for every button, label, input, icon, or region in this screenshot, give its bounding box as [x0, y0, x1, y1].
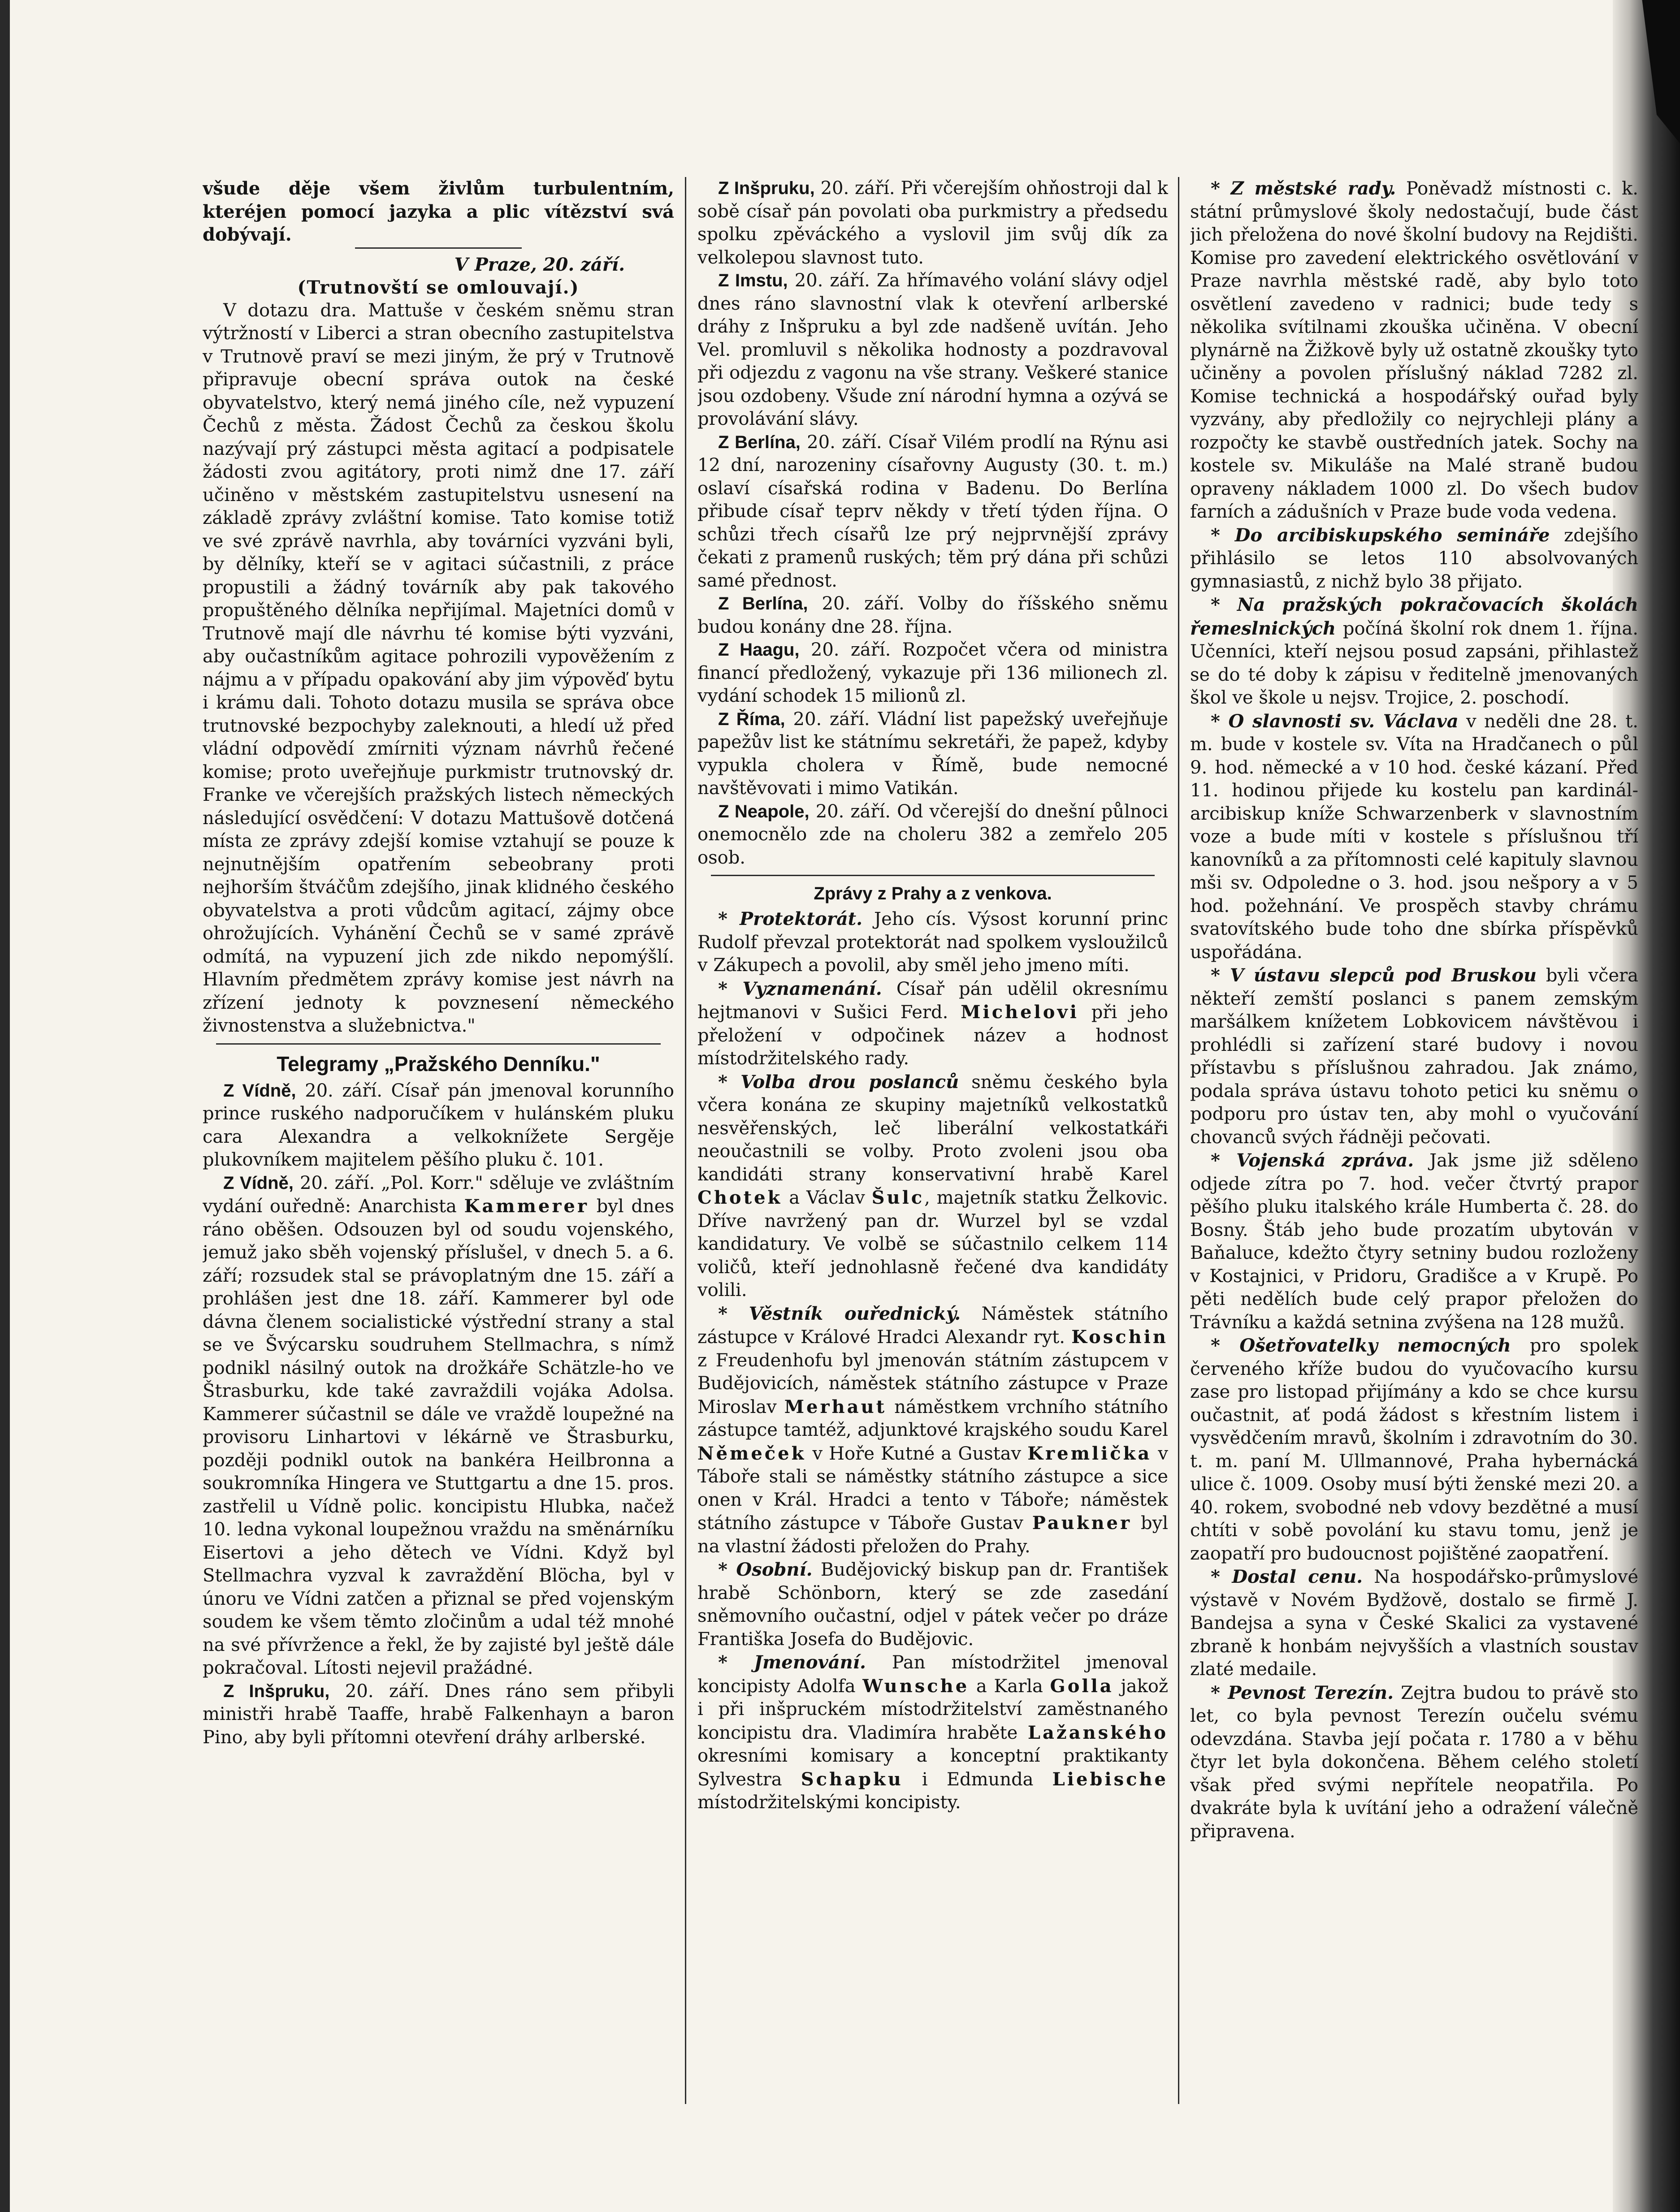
column-3: [1190, 177, 1638, 2140]
telegram-text: 20. září. Dnes ráno sem přibyli ministři hrabě Taaffe, hrabě Falkenhayn a baron Pino, aby byli přítomni otevření dráhy arlberské.: [203, 1681, 674, 1748]
item-text: v Hoře Kutné a Gustav: [812, 1443, 1022, 1464]
telegram-text: 20. září. Za hřímavého volání slávy odjel dnes ráno slavnostní vlak k otevření arlberské dráhy z Inšpruku a byl zde nadšeně uvítán. Jeho Vel. promluvil s několika hodnosty a pozdravoval při odjezdu z vagonu na vše strany. Veškeré stanice jsou ozdobeny. Všude zní národní hymna a ozývá se provolávání slávy.: [697, 270, 1168, 429]
item-text: pro spolek červeného kříže budou do vyučovacího kursu zase pro listopad přijímány a kdo se chce kursu oučastnit, ať podá žádost s křestním listem i vysvědčením mravů, školním i zdravotním do 30. t. m. paní M. Ullmannové, Praha hybernácká ulice č. 1009. Osoby musí býti ženské mezi 20. a 40. rokem, svobodné neb vdovy bezdětné a musí chtíti v sobě povolání ku stavu tomu, jenž je zaopatří pro budoucnost pojištěné zaopatření.: [1190, 1335, 1638, 1564]
item-title: * Vyznamenání.: [718, 978, 882, 999]
item-title: * O slavnosti sv. Václava: [1211, 710, 1459, 732]
paragraph: V dotazu dra. Mattuše v českém sněmu stran výtržností v Liberci a stran obecního zastupitelstva v Trutnově praví se mezi jiným, že prý v Trutnově připravuje obecní správa outok na české obyvatelstvo, který nemá jiného cíle, než vypuzení Čechů z města. Žádost Čechů za českou školu nazývají prý zástupci města agitací a podpisatele žádosti zvou agitátory, proti nimž dne 17. září učiněno v městském zastupitelstvu usnesení na základě zprávy zvláštní komise. Tato komise totiž ve své zprávě navrhla, aby továrníci vyzváni byli, by dělníky, kteří se v agitaci súčastnili, z práce propustili a žádný továrník aby pak takového propuštěného dělníka nepřijímal. Majetníci domů v Trutnově mají dle návrhu té komise býti vyzváni, aby oučastníkům agitace pohrozili vypověžením z nájmu a v případu opakování aby jim výpověď bytu i krámu dali. Tohoto dotazu musila se správa obce trutnovské bezpochyby zaleknouti, a hledí už před vládní odpovědí zmírniti význam návrhů řečené komise; proto uveřejňuje purkmistr trutnovský dr. Franke ve včerejších pražských listech německých následující osvědčení: V dotazu Mattušově dotčená místa ze zprávy zdejší komise vztahují se pouze k nejnutnějším opatřením sebeobrany proti nejhorším štváčům zdejšího, jinak klidného českého obyvatelstva a proti vůdcům agitací, zájmy obce ohrožujících. Vyhánění Čechů se v samé zprávě odmítá, na vypuzení jich zde nikdo nepomýšlí. Hlavním předmětem zprávy komise jest návrh na zřízení jednoty k povznesení německého živnostenstva a služebnictva.": [203, 300, 674, 1036]
item-title: * V ústavu slepců pod Bruskou: [1211, 965, 1537, 986]
item-title: * Vojenská zpráva.: [1211, 1150, 1414, 1171]
item-title: * Jmenování.: [718, 1652, 866, 1673]
item-text: a Karla: [976, 1676, 1043, 1697]
item-title: * Volba drou poslanců: [718, 1071, 959, 1093]
news-item: [1190, 177, 1638, 524]
item-title: * Protektorát.: [718, 908, 863, 929]
item-text: Budějovický biskup pan dr. František hrabě Schönborn, který se zde zasedání sněmovního oučastní, odjel v pátek večer po dráze Františka Josefa do Budějovic.: [697, 1560, 1168, 1650]
item-text: Náměstek státního zástupce v Králové Hradci Alexandr ryt.: [697, 1303, 1168, 1348]
telegram-text: 20. září. Císař pán jmenoval korunního prince ruského nadporučíkem v hulánském pluku cara Alexandra a velkoknížete Sergěje plukovníkem majitelem pěšího pluku č. 101.: [203, 1080, 674, 1170]
section-title: Zprávy z Prahy a z venkova.: [814, 884, 1052, 903]
telegram-item: [203, 1080, 674, 1172]
item-text: počíná školní rok dnem 1. října. Učenníci, kteří nejsou posud zapsáni, přihlastež se do té doby k zápisu v ředitelně jmenovaných škol ve škole u nejsv. Trojice, 2. poschodí.: [1190, 618, 1638, 708]
item-text: byli včera někteří zemští poslanci s panem zemským maršálkem knížetem Lobkovicem návštěvou i prohlédli si zařízení staré budovy i novou přístavbu s příslušnou zahradou. Jak známo, podala správa ústavu tohoto petici ku sněmu o podporu pro ústav ten, aby mohl o vyučování chovanců svých řádněji pečovati.: [1190, 965, 1638, 1148]
item-text: Císař pán udělil okresnímu hejtmanovi v Sušici Ferd.: [697, 978, 1168, 1023]
place-name: Z Neapole,: [718, 801, 810, 821]
telegram-text: 20. září. „Pol. Korr." sděluje ve zvláštním vydání ouředně: Anarchista: [203, 1172, 674, 1217]
telegram-item: [203, 1172, 674, 1680]
article-subtitle: (Trutnovští se omlouvají.): [297, 277, 580, 298]
person-name: Kammerer: [464, 1196, 589, 1217]
item-text: náměstkem vrchního státního zástupce tamtéž, adjunktové krajského soudu Karel: [697, 1396, 1168, 1440]
place-name: Z Říma,: [718, 709, 785, 729]
telegram-item: [697, 431, 1168, 593]
item-text: zdejšího přihlásilo se letos 110 absolvovaných gymnasiastů, z nichž bylo 38 přijato.: [1190, 525, 1638, 592]
item-title: * Věstník ouřednický.: [718, 1303, 961, 1324]
news-item: [697, 1651, 1168, 1815]
person-name: Šulc: [871, 1187, 925, 1208]
telegram-item: [697, 592, 1168, 639]
item-text: z Freudenhofu byl jmenován státním zástupcem v Budějovicích, náměstek státního zástupce v Praze Miroslav: [697, 1350, 1168, 1417]
divider: [355, 247, 522, 249]
telegram-text: 20. září. Rozpočet včera od ministra financí předložený, vykazuje při 136 milionech zl. vydání schodek 15 milionů zl.: [697, 639, 1168, 706]
telegram-item: [203, 1680, 674, 1750]
person-name: Michelovi: [961, 1002, 1079, 1023]
column-rule-1: [685, 177, 686, 2104]
item-text: Jeho cís. Výsost korunní princ Rudolf převzal protektorát nad spolkem vysloužilců v Zákupech a povolil, aby směl jeho jmeno míti.: [697, 909, 1168, 976]
item-text: Zejtra budou to právě sto let, co byla pevnost Terezín oučelu svému odevzdána. Stavba její počata r. 1780 a v běhu čtyr let byla dokončena. Během celého století však před svými nepřítele neopatřila. Po dvakráte byla k uvítání jeho a odražení válečně připravena.: [1190, 1682, 1638, 1842]
person-name: Schapku: [801, 1768, 903, 1790]
column-rule-2: [1178, 177, 1179, 2104]
item-text: Poněvadž místnosti c. k. státní průmyslové školy nedostačují, bude část jich přeložena do nové školní budovy na Rejdišti. Komise pro zavedení elektrického osvětlování v Praze navrhla městské radě, aby bylo toto osvětlení zavedeno v radnici; bude tedy s několika svítilnami zkouška učiněna. V obecní plynárně na Žižkově byly už ostatně zkoušky tyto učiněny a povolen příslušný náklad 7282 zl. Komise technická a hospodářský ouřad byly vyzvány, aby předložily co nejrychleji plány a rozpočty ke stavbě oustředních jatek. Sochy na kostele sv. Mikuláše na Malé straně budou opraveny nákladem 1000 zl. Do všech budov farních a zádušních v Praze bude voda vedena.: [1190, 178, 1638, 522]
item-title: * Ošetřovatelky nemocných: [1211, 1335, 1511, 1356]
place-name: Z Vídně,: [223, 1080, 296, 1101]
place-name: Z Haagu,: [718, 640, 800, 660]
person-name: Lažanského: [1027, 1722, 1168, 1743]
telegram-text: 20. září. Od včerejší do dnešní půlnoci onemocnělo zde na choleru 382 a zemřelo 205 osob.: [697, 801, 1168, 868]
item-text: v neděli dne 28. t. m. bude v kostele sv. Víta na Hradčanech o půl 9. hod. německé a v 10 hod. české kázaní. Před 11. hodinou přijede ku kostelu pan kardinál-arcibiskup kníže Schwarzenberk v slavnostním voze a bude míti v kostele s příslušnou tří kanovníků a za přítomnosti celé kapituly slavnou mši sv. Odpoledne o 3. hod. jsou nešpory a v 5 hod. požehnání. Ve prospěch stavby chrámu svatovítského bude toho dne sbírka příspěvků uspořádána.: [1190, 711, 1638, 963]
item-text: jakož i při inšpruckém místodržitelství zaměstnaného koncipistu dra. Vladimíra hraběte: [697, 1676, 1168, 1743]
place-name: Z Vídně,: [223, 1173, 294, 1193]
news-item: [1190, 593, 1638, 710]
item-text: Na hospodářsko-průmyslové výstavě v Novém Bydžově, dostalo se firmě J. Bandejsa a syna v České Skalici za vystavené zbraně k honbám nejvyšších a vlastních soustav zlaté medaile.: [1190, 1567, 1638, 1680]
news-item: [697, 907, 1168, 977]
item-text: , majetník statku Želkovic. Dříve navržený pan dr. Wurzel byl se vzdal kandidatury. Ve volbě se súčastnilo celkem 114 voličů, kteří jednohlasně řečené dva kandidáty volili.: [697, 1188, 1168, 1300]
item-text: sněmu českého byla včera konána ze skupiny majetníků velkostatků nesvěřenských, leč liberální velkostatkáři neoučastnili se volby. Proto zvoleni jsou oba kandidáti strany konservativní hrabě Karel: [697, 1071, 1168, 1185]
column-1: [203, 177, 674, 2140]
paragraph: všude děje všem živlům turbulentním, kteréjen pomocí jazyka a plic vítězství svá dobývají.: [203, 178, 674, 245]
telegram-text: 20. září. Volby do říšského sněmu budou konány dne 28. října.: [697, 593, 1168, 637]
person-name: Paukner: [1032, 1512, 1132, 1534]
place-name: Z Berlína,: [718, 594, 808, 613]
person-name: Liebische: [1052, 1768, 1168, 1790]
item-title: * Na pražských pokračovacích školách řemeslnických: [1190, 594, 1638, 639]
news-item: [1190, 1681, 1638, 1844]
item-text: byl na vlastní žádosti přeložen do Prahy.: [697, 1513, 1168, 1557]
place-name: Z Imstu,: [718, 271, 788, 290]
item-text: Jak jsme již sděleno odjede zítra po 7. hod. večer čtvrtý prapor pěšího pluku italského krále Humberta č. 28. do Bosny. Štáb jeho bude prozatím ubytován v Baňaluce, kdežto čtyry setniny budou rozloženy v Kostajnici, v Pridoru, Gradišce a v Krupě. Po pěti nedělích bude celý prapor přeložen do Trávníku a každá setnina zvýšena na 128 mužů.: [1190, 1150, 1638, 1333]
person-name: Golla: [1050, 1675, 1114, 1697]
person-name: Kremlička: [1027, 1443, 1152, 1464]
news-item: [1190, 1149, 1638, 1334]
place-name: Z Inšpruku,: [223, 1681, 330, 1701]
item-text: místodržitelskými koncipisty.: [697, 1792, 961, 1813]
divider: [216, 1043, 661, 1045]
news-item: [1190, 964, 1638, 1149]
person-name: Koschin: [1071, 1326, 1168, 1348]
news-item: [1190, 1565, 1638, 1681]
telegram-item: [697, 800, 1168, 870]
news-item: [697, 1558, 1168, 1651]
news-item: [697, 977, 1168, 1071]
dateline: V Praze, 20. září.: [454, 254, 625, 275]
item-text: v Táboře stali se náměstky státního zástupce a sice onen v Král. Hradci a tento v Táboře; náměstek státního zástupce v Táboře Gustav: [697, 1443, 1168, 1534]
telegram-text: 20. září. Při včerejším ohňostroji dal k sobě císař pán povolati oba purkmistry a předsedu spolku zpěváckého a vyslovil jim svůj dík za velkolepou slavnost tuto.: [697, 178, 1168, 268]
item-text: a Václav: [789, 1188, 865, 1208]
item-text: při jeho přeložení v odpočinek název a hodnost místodržitelského rady.: [697, 1002, 1168, 1069]
telegram-item: [697, 269, 1168, 431]
item-text: Pan místodržitel jmenoval koncipisty Adolfa: [697, 1652, 1168, 1697]
news-item: [1190, 524, 1638, 594]
telegram-text: 20. září. Vládní list papežský uveřejňuje papežův list ke státnímu sekretáři, že papež, kdyby vypukla cholera v Římě, bude nemocné navštěvovati i mimo Vatikán.: [697, 709, 1168, 799]
telegram-item: [697, 708, 1168, 800]
item-title: * Dostal cenu.: [1211, 1566, 1363, 1587]
section-title: Telegramy „Pražského Denníku.": [277, 1052, 600, 1076]
telegram-item: [697, 639, 1168, 708]
item-title: * Pevnost Terezín.: [1211, 1682, 1394, 1703]
item-title: * Do arcibiskupského semináře: [1211, 524, 1550, 546]
item-title: * Osobní.: [718, 1559, 813, 1580]
news-item: [1190, 1334, 1638, 1565]
person-name: Merhaut: [784, 1396, 887, 1417]
news-item: [697, 1071, 1168, 1302]
scan-left-edge: [0, 0, 10, 2212]
person-name: Chotek: [697, 1187, 783, 1208]
person-name: Wunsche: [862, 1675, 970, 1697]
item-title: * Z městské rady.: [1211, 178, 1396, 199]
news-item: [1190, 710, 1638, 964]
column-2: [697, 177, 1168, 2140]
telegram-text: 20. září. Císař Vilém prodlí na Rýnu asi 12 dní, narozeniny císařovny Augusty (30. t. m.) oslaví císařská rodina v Badenu. Do Berlína přibude císař teprv někdy v třetí týden října. O schůzi třech císařů lze prý nejprvnější zprávy čekati z pramenů ruských; těm prý dána při schůzi samé přednost.: [697, 432, 1168, 591]
telegram-text: byl dnes ráno oběšen. Odsouzen byl od soudu vojenského, jemuž jako sběh vojenský příslušel, v dnech 5. a 6. září; rozsudek stal se právoplatným dne 15. září a prohlášen jest dne 18. září. Kammerer byl ode dávna členem socialistické výstřední strany a stal se ve Švýcarsku soudruhem Stellmachra, s nímž podnikl násilný outok na drožkáře Schätzle-ho ve Štrasburku, kde také zavraždili vojáka Adolsa. Kammerer súčastnil se dále ve vraždě loupežné na provisoru Linhartovi v lékárně ve Štrasburku, později podnikl outok na bankéra Heilbronna a soukromníka Hingera ve Stuttgartu a dne 15. pros. zastřelil u Vídně polic. koncipistu Hlubka, načež 10. ledna vykonal loupežnou vraždu na směnárníku Eisertovi a jeho dětech ve Vídni. Když byl Stellmachra vyzval k zavraždění Blöcha, byl v únoru ve Vídni zatčen a přiznal se před vojenským soudem ke všem těmto zločinům a udal též mnohé na své přívržence a řekl, že by zajisté byl ještě dále pokračoval. Lítosti nejevil pražádné.: [203, 1196, 674, 1678]
item-text: okresními komisary a konceptní praktikanty Sylvestra: [697, 1745, 1168, 1790]
person-name: Němeček: [697, 1443, 806, 1464]
place-name: Z Berlína,: [718, 432, 801, 452]
news-item: [697, 1302, 1168, 1559]
item-text: i Edmunda: [922, 1769, 1034, 1790]
telegram-item: [697, 177, 1168, 269]
place-name: Z Inšpruku,: [718, 178, 815, 198]
divider: [711, 875, 1155, 876]
